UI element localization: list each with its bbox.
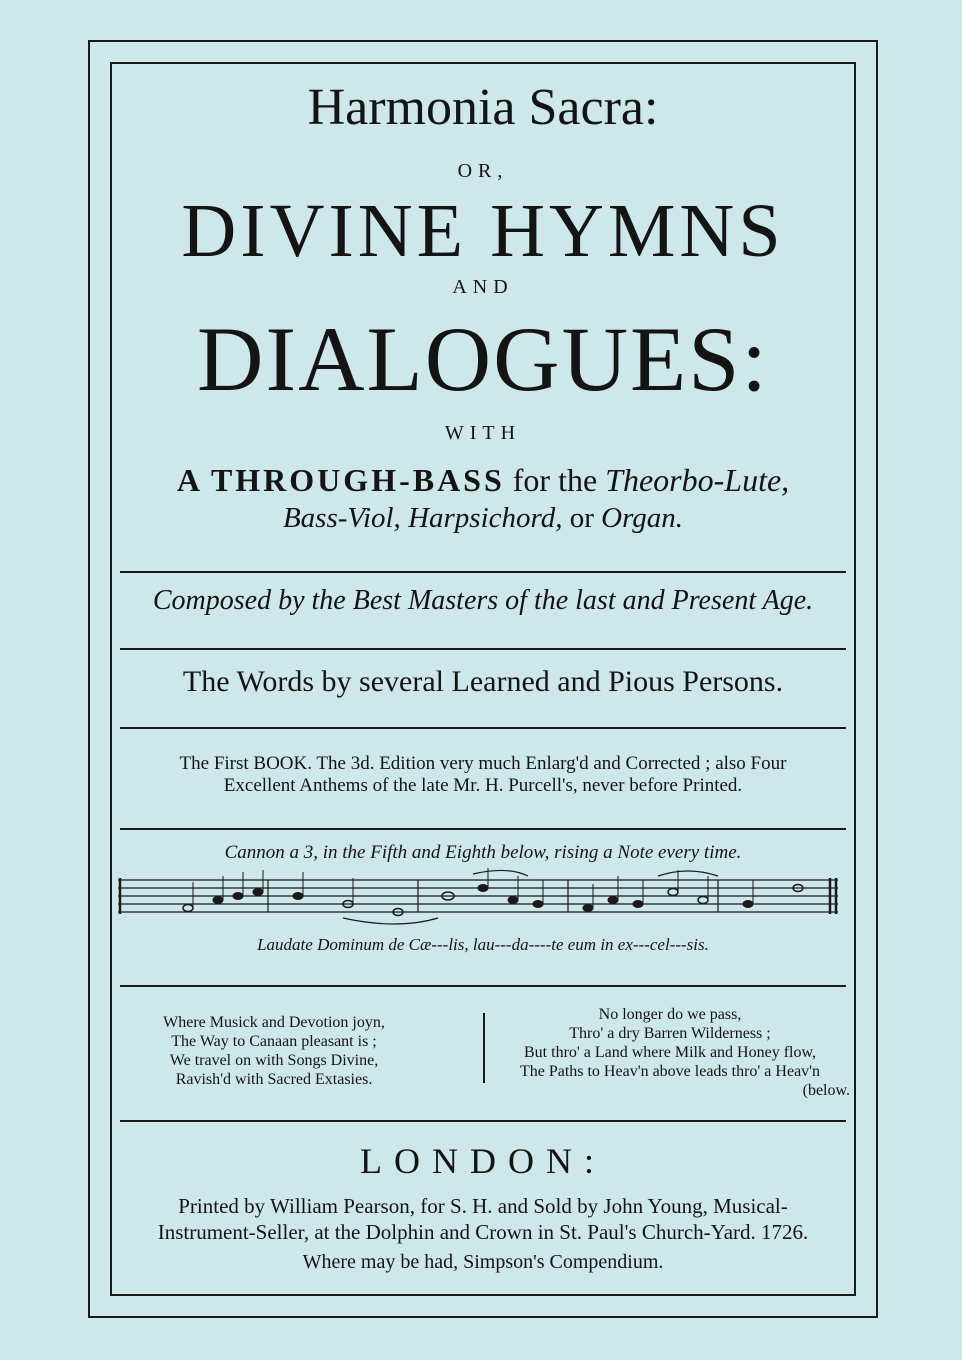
verse-line: But thro' a Land where Milk and Honey flow, [524, 1044, 816, 1061]
harpsichord-label: Harpsichord, [408, 502, 563, 534]
organ-label: Organ. [601, 502, 684, 534]
words-line: The Words by several Learned and Pious Persons. [182, 665, 784, 698]
verse-line: No longer do we pass, [598, 1006, 742, 1023]
divider [120, 571, 846, 573]
canon-heading: Cannon a 3, in the Fifth and Eighth below, rising a Note every time. [224, 842, 742, 863]
verse-left [124, 1013, 424, 1089]
first-book-line-2: Excellent Anthems of the late Mr. H. Purcell's, never before Printed. [223, 775, 743, 796]
and-line: AND [452, 276, 514, 298]
city-heading: LONDON: [360, 1141, 606, 1181]
imprint-line-1: Printed by William Pearson, for S. H. and Sold by John Young, Musical- [178, 1194, 788, 1218]
book-title: Harmonia Sacra: [307, 79, 659, 136]
where-line: Where may be had, Simpson's Compendium. [302, 1251, 664, 1273]
composed-line: Composed by the Best Masters of the last and Present Age. [152, 585, 814, 616]
through-bass-label: THROUGH-BASS [210, 462, 505, 498]
instruments-line [110, 502, 856, 535]
or-label: or [569, 502, 594, 534]
through-bass-line [110, 462, 856, 499]
verse-line: Thro' a dry Barren Wilderness ; [569, 1025, 771, 1042]
first-book-line-1: The First BOOK. The 3d. Edition very much Enlarg'd and Corrected ; also Four [179, 753, 787, 774]
divider [120, 1120, 846, 1122]
canon-lyrics: Laudate Dominum de Cæ---lis, lau---da----te eum in ex---cel---sis. [257, 935, 709, 954]
music-staff [118, 868, 844, 930]
theorbo-label: Theorbo-Lute, [605, 462, 790, 498]
verse-divider [483, 1013, 485, 1083]
verse-line: Where Musick and Devotion joyn, [163, 1014, 385, 1031]
divine-hymns-heading: DIVINE HYMNS [181, 189, 785, 273]
divider [120, 648, 846, 650]
imprint [110, 1193, 856, 1245]
divider [120, 985, 846, 987]
divider [120, 727, 846, 729]
first-book-note [110, 753, 856, 797]
verse-line: We travel on with Songs Divine, [169, 1052, 379, 1069]
dialogues-heading: DIALOGUES: [197, 308, 769, 410]
verse-line: The Paths to Heav'n above leads thro' a Heav'n [519, 1063, 821, 1080]
imprint-line-2: Instrument-Seller, at the Dolphin and Crown in St. Paul's Church-Yard. 1726. [157, 1220, 809, 1244]
verse-line: The Way to Canaan pleasant is ; [171, 1033, 377, 1050]
bass-viol-label: Bass-Viol, [282, 502, 401, 534]
or-line: OR, [457, 160, 509, 182]
verse-line: (below. [802, 1082, 850, 1099]
with-line: WITH [444, 422, 522, 444]
for-the-label: for the [512, 462, 598, 498]
verse-line: Ravish'd with Sacred Extasies. [175, 1071, 373, 1088]
divider [120, 828, 846, 830]
verse-right [490, 1005, 850, 1100]
through-a: A [176, 462, 203, 498]
